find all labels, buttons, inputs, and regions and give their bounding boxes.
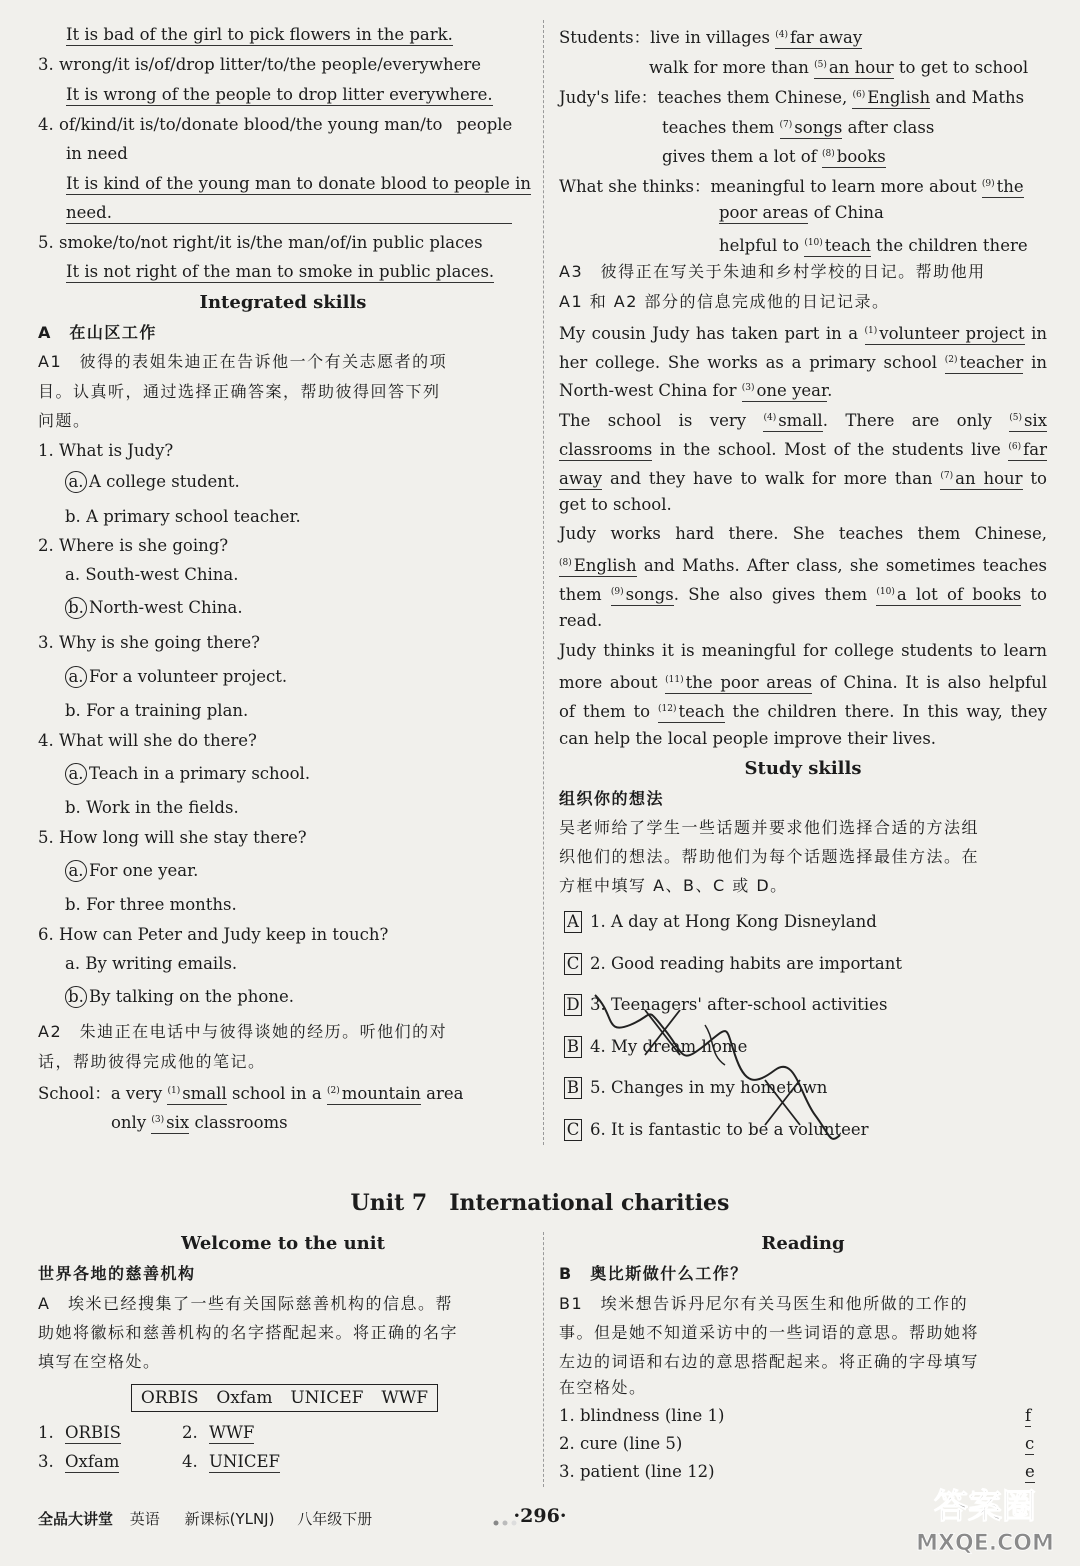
match-answer: f [1025,1406,1032,1425]
option: Oxfam [216,1388,273,1408]
match-item: 2. cure (line 5) [559,1434,683,1453]
instruction-text: A1 和 A2 部分的信息完成他的日记记录。 [559,292,890,311]
watermark-logo-icon [900,1478,1070,1558]
answer-box: B [564,1036,582,1058]
section-title: Reading [761,1233,845,1254]
subject: 英语 [129,1510,160,1528]
answer-line: need. [66,201,512,225]
topic-item: C 2. Good reading habits are important [564,952,902,976]
circled-answer: a. [65,860,87,882]
option-b: b. Work in the fields. [65,798,239,817]
diary-line: North-west China for $^{(3)}$ one year. [559,381,833,400]
instruction-text: 左边的词语和右边的意思搭配起来。将正确的字母填写 [559,1352,980,1371]
answer-line: It is kind of the young man to donate blood to people in [66,174,532,193]
section-title: Integrated skills [199,292,367,313]
section-subtitle: B 奥比斯做什么工作？ [559,1264,748,1283]
circled-answer: a. [65,666,87,688]
instruction-text: A 埃米已经搜集了一些有关国际慈善机构的信息。帮 [38,1294,453,1313]
topic-item: B 5. Changes in my hometown [564,1076,827,1100]
prompt-line: 4. of/kind/it is/to/donate blood/the young man/to people [38,115,513,134]
notes-line: only $^{(3)}$ six classrooms [111,1113,288,1132]
unit-title: Unit 7 International charities [350,1190,730,1216]
grade: 八年级下册 [297,1510,373,1528]
instruction-text: 话，帮助彼得完成他的笔记。 [38,1052,266,1071]
match-answer: c [1025,1434,1035,1453]
notes-line: teaches them $^{(7)}$ songs after class [662,118,935,137]
answer-box: A [564,911,582,933]
option-a: a. By writing emails. [65,954,238,973]
notes-line: School：a very $^{(1)}$ small school in a $^{(2)}$ mountain area [38,1084,464,1103]
topic-item: B 4. My dream home [564,1035,747,1059]
section-title: Welcome to the unit [181,1233,385,1254]
question: 3. Why is she going there? [38,633,260,652]
answer-box: B [564,1077,582,1099]
diary-line: $^{(8)}$ English and Maths. After class, she sometimes teaches [559,556,1047,575]
notes-line: gives them a lot of $^{(8)}$ books [662,147,886,166]
diary-line: classrooms in the school. Most of the students live $^{(6)}$ far [559,440,1047,459]
answer-box: D [564,994,582,1016]
column-divider [543,20,544,1145]
match-item: 3. patient (line 12) [559,1462,715,1481]
option-b: b. For a training plan. [65,701,249,720]
circled-answer: b. [65,986,87,1008]
circled-answer: a. [65,471,87,493]
diary-line: of them to $^{(12)}$ teach the children there. In this way, they [559,702,1048,721]
notes-line: poor areas of China [719,203,884,222]
instruction-text: 填写在空格处。 [38,1352,161,1371]
circled-answer: b. [65,597,87,619]
match-item: 1. blindness (line 1) [559,1406,725,1425]
diary-line: get to school. [559,495,672,514]
diary-line: them $^{(9)}$ songs. She also gives them $^{(10)}$ a lot of books to [559,585,1047,604]
answer-line: It is wrong of the people to drop litter everywhere. [66,85,493,104]
option-a: a. For a volunteer project. [65,665,287,689]
instruction-text: 织他们的想法。帮助他们为每个话题选择最佳方法。在 [559,847,980,866]
question: 1. What is Judy? [38,441,174,460]
notes-line: walk for more than $^{(5)}$ an hour to get to school [649,58,1029,77]
option-a: a. South-west China. [65,565,239,584]
option-b: b. By talking on the phone. [65,985,294,1009]
instruction-text: 问题。 [38,411,91,430]
instruction-text: B1 埃米想告诉丹尼尔有关马医生和他所做的工作的 [559,1294,969,1313]
column-divider [543,1232,544,1487]
instruction-text: 助她将徽标和慈善机构的名字搭配起来。将正确的名字 [38,1323,459,1342]
instruction-text: 在空格处。 [559,1378,647,1397]
option-a: a. For one year. [65,859,198,883]
instruction-text: 目。认真听，通过选择正确答案，帮助彼得回答下列 [38,382,441,401]
notes-line: helpful to $^{(10)}$ teach the children there [719,236,1028,255]
option-a: a. Teach in a primary school. [65,762,310,786]
topic-item: C 6. It is fantastic to be a volunteer [564,1118,869,1142]
diary-line: Judy thinks it is meaningful for college students to learn [559,641,1047,660]
answer-item: 1. ORBIS [38,1423,121,1442]
option: UNICEF [290,1388,364,1408]
answer-line: It is not right of the man to smoke in public places. [66,262,495,281]
handwritten-scribble [585,985,855,1160]
diary-line: The school is very $^{(4)}$ small. There are only $^{(5)}$ six [559,411,1048,430]
instruction-text: 吴老师给了学生一些话题并要求他们选择合适的方法组 [559,818,980,837]
question: 6. How can Peter and Judy keep in touch? [38,925,389,944]
section-title: Study skills [744,758,862,779]
diary-line: read. [559,611,603,630]
question: 4. What will she do there? [38,731,257,750]
answer-box: C [564,1119,582,1141]
option: ORBIS [140,1388,199,1408]
edition: 新课标(YLNJ) [184,1510,275,1528]
instruction-text: A2 朱迪正在电话中与彼得谈她的经历。听他们的对 [38,1022,448,1041]
topic-item: A 1. A day at Hong Kong Disneyland [564,910,877,934]
option: WWF [381,1388,429,1408]
instruction-text: A3 彼得正在写关于朱迪和乡村学校的日记。帮助他用 [559,262,986,281]
section-subtitle: A 在山区工作 [38,323,157,342]
option-a: a. A college student. [65,470,240,494]
diary-line: Judy works hard there. She teaches them Chinese, [559,524,1047,543]
instruction-text: A1 彼得的表姐朱迪正在告诉他一个有关志愿者的项 [38,352,448,371]
diary-line: My cousin Judy has taken part in a $^{(1)}$ volunteer project in [559,324,1048,343]
svg-text:答案圈: 答案圈 [934,1487,1036,1527]
prompt-line: in need [66,144,128,163]
diary-line: away and they have to walk for more than $^{(7)}$ an hour to [559,469,1047,488]
brand-name: 全品大讲堂 [38,1510,114,1528]
question: 5. How long will she stay there? [38,828,307,847]
page-number: ·296· [513,1505,567,1527]
charity-options-box [131,1384,438,1412]
section-subtitle: 组织你的想法 [559,789,665,808]
answer-line: It is bad of the girl to pick flowers in the park. [66,25,453,44]
answer-item: 2. WWF [182,1423,255,1442]
section-subtitle: 世界各地的慈善机构 [38,1264,196,1283]
instruction-text: 事。但是她不知道采访中的一些词语的意思。帮助她将 [559,1323,980,1342]
notes-line: Judy's life：teaches them Chinese, $^{(6)}$ English and Maths [559,88,1025,107]
option-b: b. For three months. [65,895,237,914]
diary-line: her college. She works as a primary school $^{(2)}$ teacher in [559,353,1047,372]
question: 2. Where is she going? [38,536,229,555]
option-b: b. North-west China. [65,596,243,620]
instruction-text: 方框中填写 A、B、C 或 D。 [559,876,788,895]
notes-line: Students：live in villages $^{(4)}$ far away [559,28,863,47]
match-answer: e [1025,1462,1035,1481]
site-watermark [900,1478,1070,1562]
svg-text:MXQE.COM: MXQE.COM [916,1531,1054,1556]
answer-box: C [564,953,582,975]
circled-answer: a. [65,763,87,785]
diary-line: can help the local people improve their lives. [559,729,937,748]
prompt-line: 3. wrong/it is/of/drop litter/to/the people/everywhere [38,55,481,74]
topic-item: D 3. Teenagers' after-school activities [564,993,887,1017]
prompt-line: 5. smoke/to/not right/it is/the man/of/in public places [38,233,483,252]
answer-item: 4. UNICEF [182,1452,280,1471]
option-b: b. A primary school teacher. [65,507,301,526]
notes-line: What she thinks：meaningful to learn more about $^{(9)}$ the [559,177,1024,196]
diary-line: more about $^{(11)}$ the poor areas of China. It is also helpful [559,673,1048,692]
answer-item: 3. Oxfam [38,1452,120,1471]
